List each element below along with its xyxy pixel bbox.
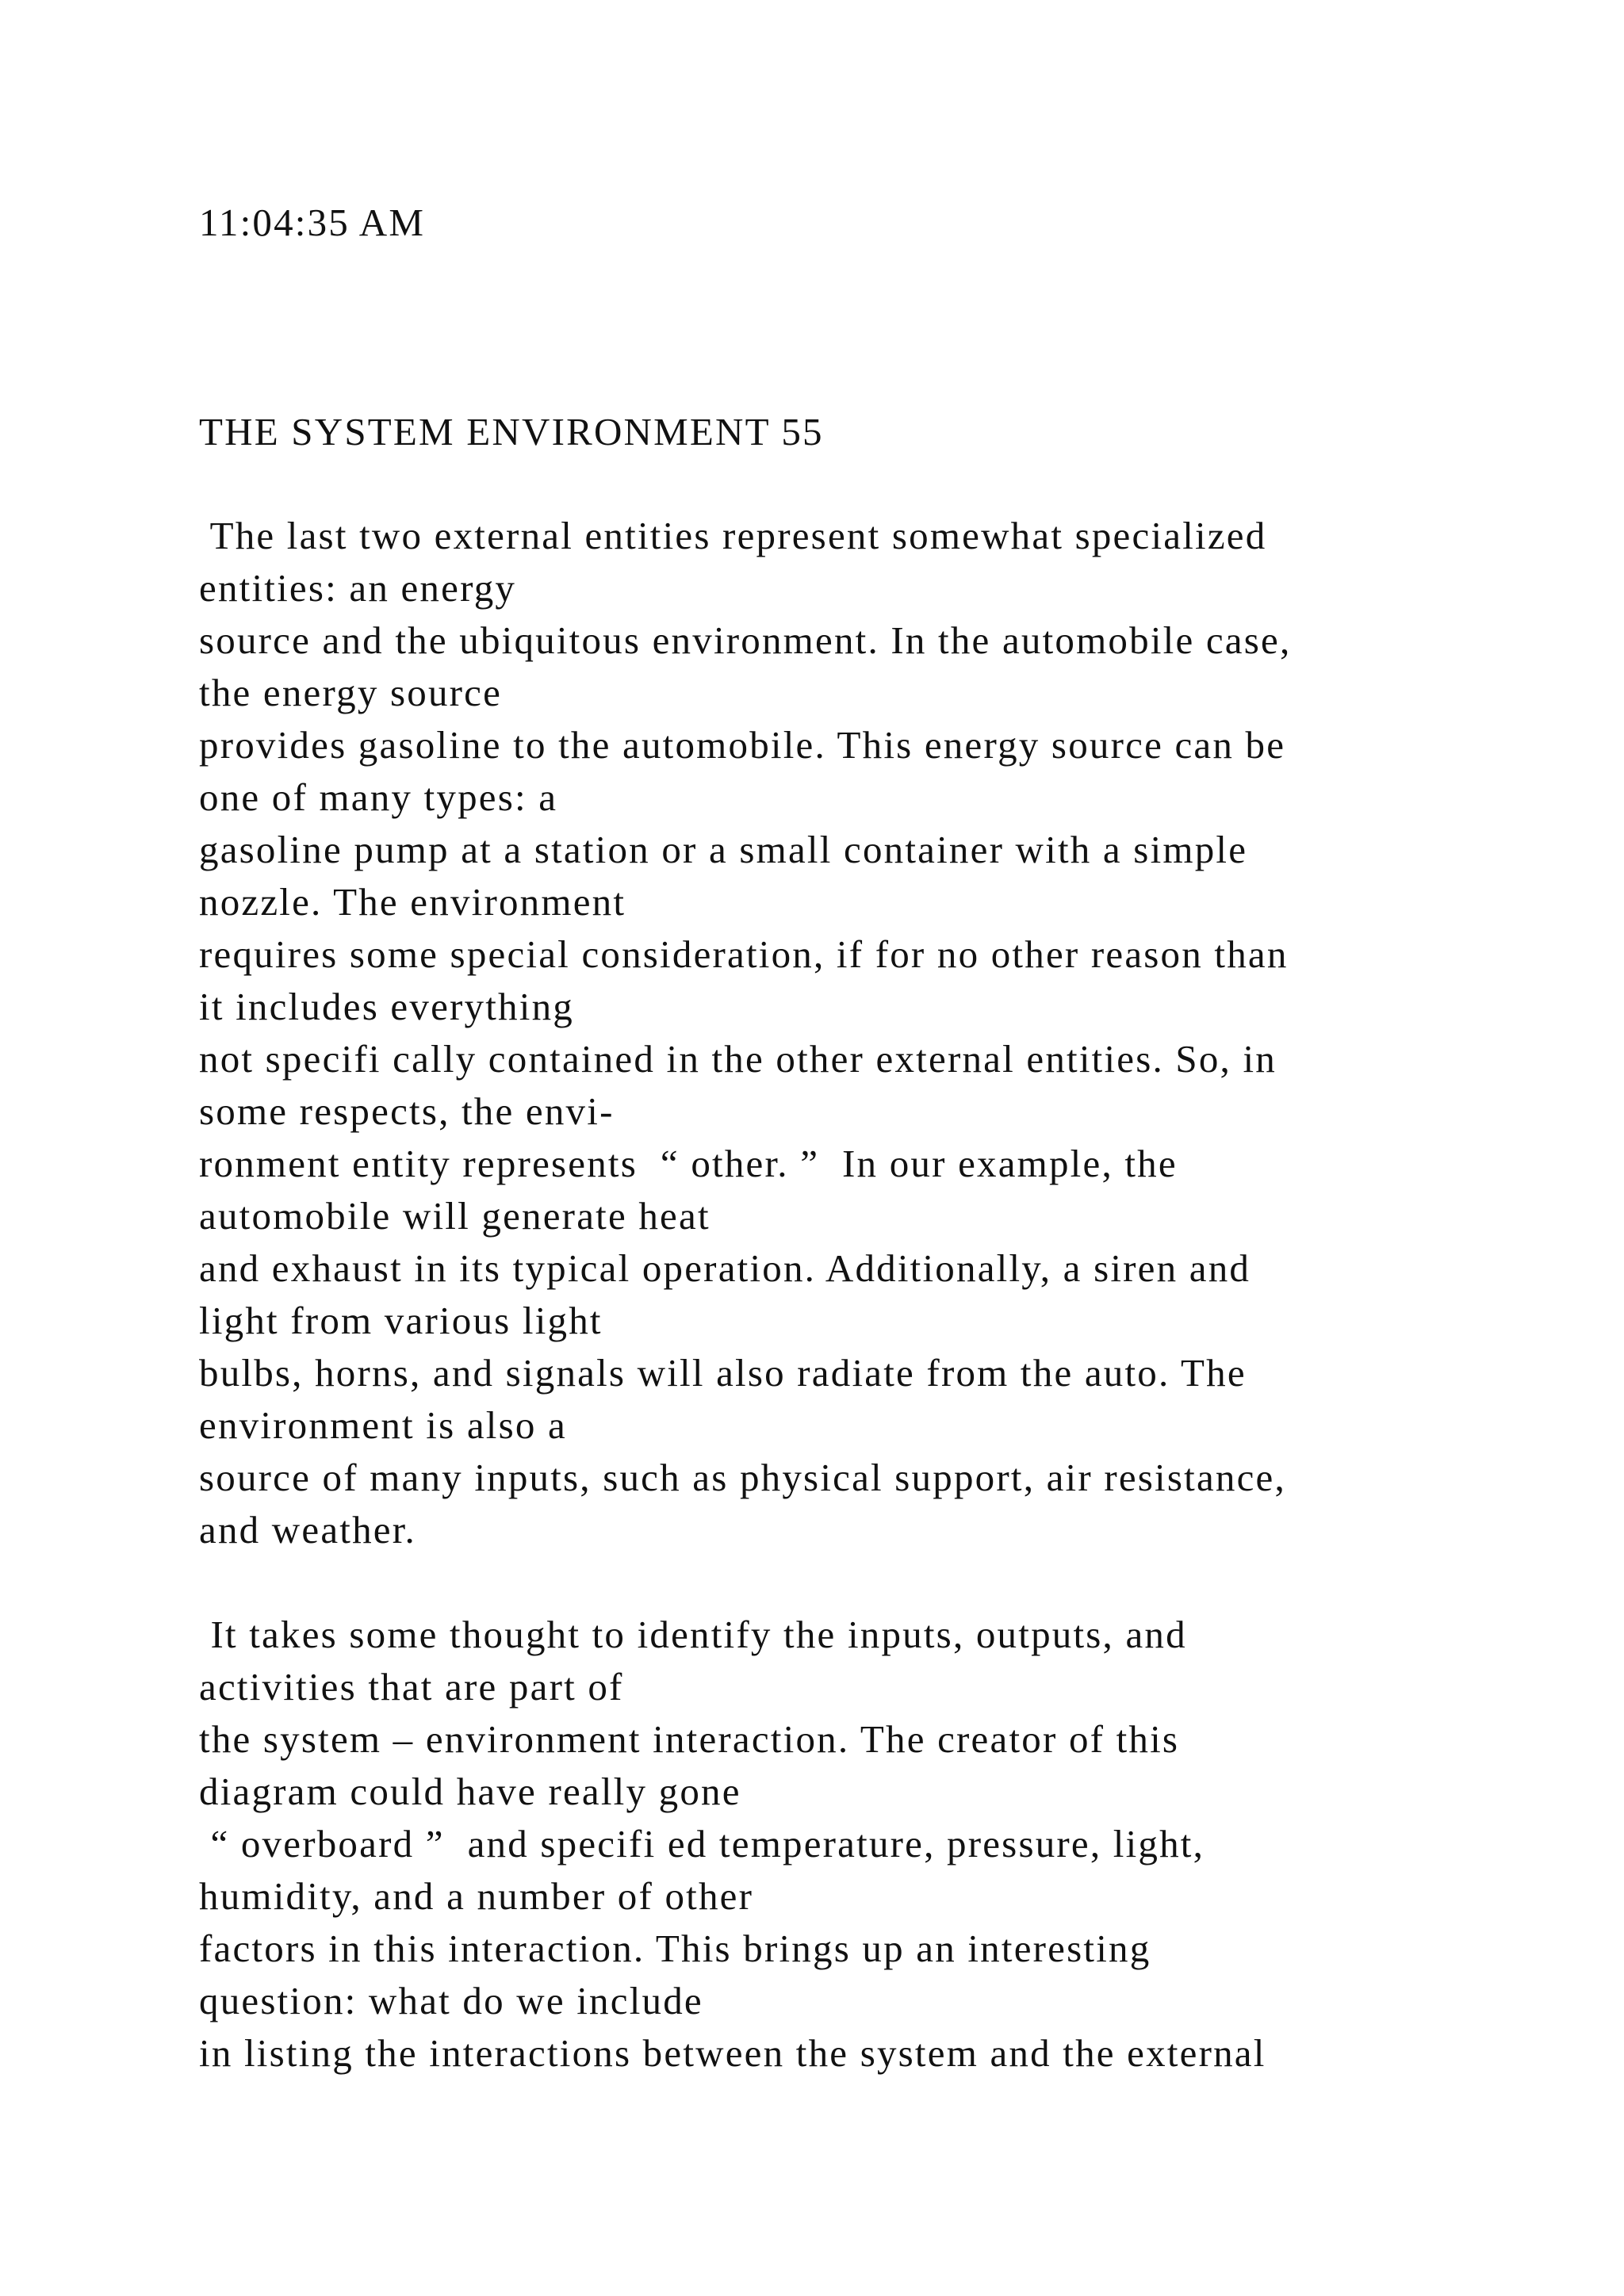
text-line: not specifi cally contained in the other external entities. So, in [199, 1037, 1277, 1081]
text-line: question: what do we include [199, 1979, 703, 2022]
text-line: activities that are part of [199, 1665, 624, 1709]
text-line: diagram could have really gone [199, 1770, 741, 1813]
text-line: environment is also a [199, 1403, 567, 1447]
text-line: bulbs, horns, and signals will also radiate from the auto. The [199, 1351, 1247, 1395]
text-line: the system – environment interaction. The creator of this [199, 1717, 1180, 1761]
text-line: humidity, and a number of other [199, 1874, 754, 1918]
text-line: the energy source [199, 671, 503, 714]
timestamp: 11:04:35 AM [199, 201, 426, 244]
text-line: “ overboard ” and specifi ed temperature, pressure, light, [199, 1822, 1205, 1866]
text-line: it includes everything [199, 985, 574, 1028]
text-line: and exhaust in its typical operation. Additionally, a siren and [199, 1246, 1251, 1290]
text-line: and weather. [199, 1508, 417, 1552]
text-line: source of many inputs, such as physical support, air resistance, [199, 1456, 1286, 1499]
text-line: automobile will generate heat [199, 1194, 710, 1238]
text-line: requires some special consideration, if for no other reason than [199, 932, 1289, 976]
text-line: gasoline pump at a station or a small container with a simple [199, 828, 1248, 871]
text-line: ronment entity represents “ other. ” In our example, the [199, 1142, 1178, 1185]
text-line: some respects, the envi- [199, 1089, 615, 1133]
text-line: provides gasoline to the automobile. This energy source can be [199, 723, 1286, 767]
text-line: light from various light [199, 1299, 603, 1342]
text-line: nozzle. The environment [199, 880, 626, 924]
text-line: It takes some thought to identify the inputs, outputs, and [199, 1613, 1187, 1656]
text-line: factors in this interaction. This brings up an interesting [199, 1927, 1151, 1970]
text-line: source and the ubiquitous environment. In the automobile case, [199, 618, 1292, 662]
text-line: entities: an energy [199, 566, 517, 610]
page-heading: THE SYSTEM ENVIRONMENT 55 [199, 410, 824, 453]
text-line: in listing the interactions between the system and the external [199, 2031, 1266, 2075]
text-line: one of many types: a [199, 775, 558, 819]
text-line: The last two external entities represent somewhat specialized [199, 514, 1267, 557]
